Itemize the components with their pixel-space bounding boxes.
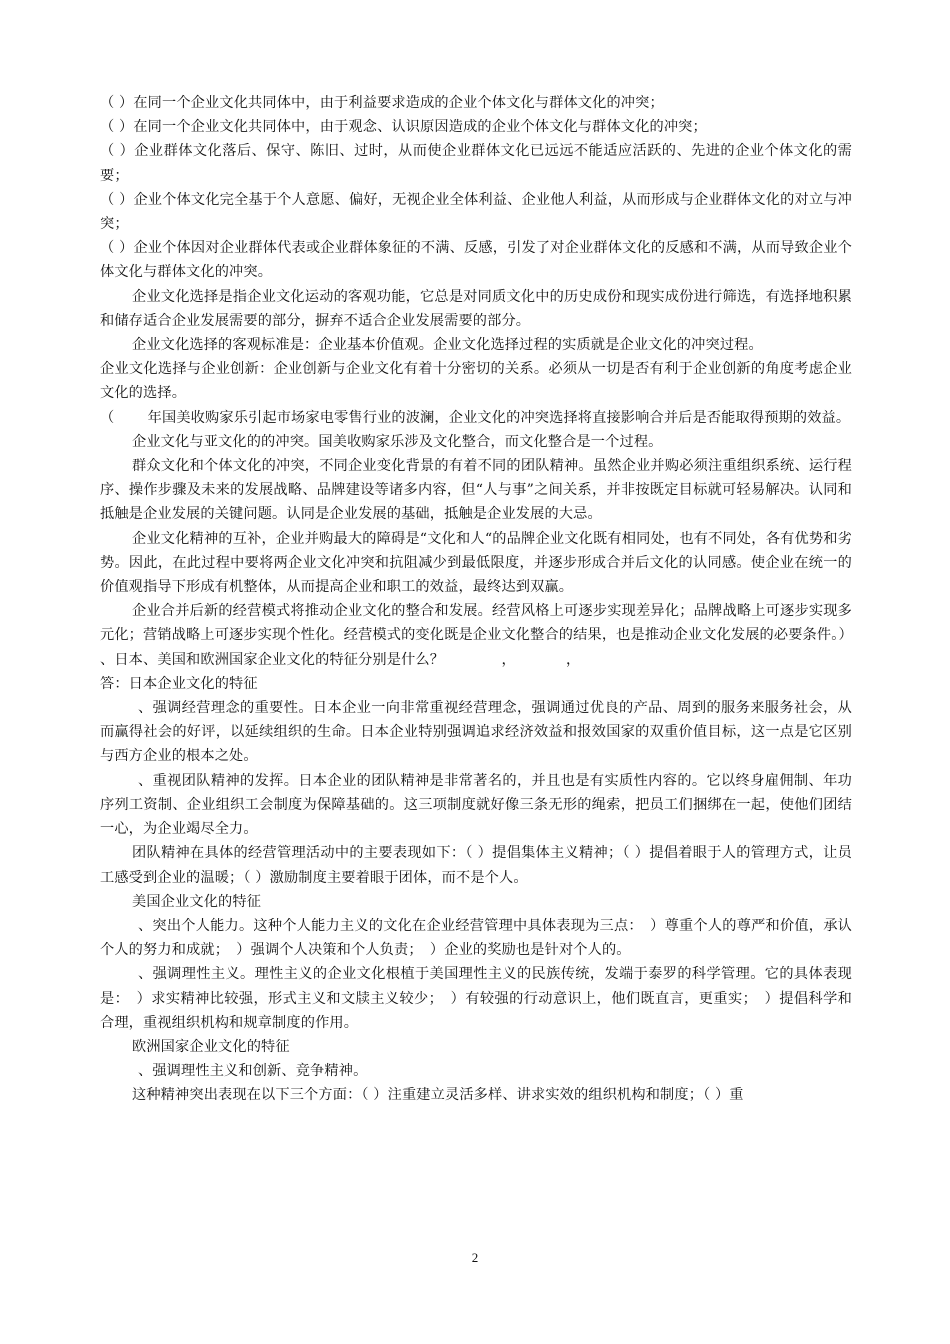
paragraph-1: （ ）在同一个企业文化共同体中，由于利益要求造成的企业个体文化与群体文化的冲突； — [100, 95, 664, 111]
page-number: 2 — [471, 1250, 479, 1265]
paragraph-16: 、强调经营理念的重要性。日本企业一向非常重视经营理念，强调通过优良的产品、周到的服务来服务社会，从而赢得社会的好评，以延续组织的生命。日本企业特别强调追求经济效益和报效国家的双重价值目标，这一点是它区别与西方企业的根本之处。 — [100, 700, 852, 765]
paragraph-13: 企业合并后新的经营模式将推动企业文化的整合和发展。经营风格上可逐步实现差异化；品牌战略上可逐步实现多元化；营销战略上可逐步实现个性化。经营模式的变化既是企业文化整合的结果，也是推动企业文化发展的必要条件。） — [100, 603, 853, 644]
paragraph-23: 、强调理性主义和创新、竞争精神。 — [138, 1063, 368, 1080]
paragraph-10: 企业文化与亚文化的的冲突。国美收购家乐涉及文化整合，而文化整合是一个过程。 — [132, 433, 663, 450]
paragraph-7: 企业文化选择的客观标准是：企业基本价值观。企业文化选择过程的实质就是企业文化的冲突过程。 — [132, 337, 763, 354]
section-heading-usa: 美国企业文化的特征 — [132, 893, 262, 910]
paragraph-6: 企业文化选择是指企业文化运动的客观功能，它总是对同质文化中的历史成份和现实成份进行筛选，有选择地积累和储存适合企业发展需要的部分，摒弃不适合企业发展需要的部分。 — [100, 288, 852, 329]
section-heading-europe: 欧洲国家企业文化的特征 — [132, 1038, 290, 1055]
paragraph-5: （ ）企业个体因对企业群体代表或企业群体象征的不满、反感，引发了对企业群体文化的反感和不满，从而导致企业个体文化与群体文化的冲突。 — [100, 240, 852, 281]
paragraph-24: 这种精神突出表现在以下三个方面：（ ）注重建立灵活多样、讲求实效的组织机构和制度；（ ）重 — [132, 1087, 744, 1104]
paragraph-17: 、重视团队精神的发挥。日本企业的团队精神是非常著名的，并且也是有实质性内容的。它以终身雇佣制、年功序列工资制、企业组织工会制度为保障基础的。这三项制度就好像三条无形的绳索，把员工们捆绑在一起，使他们团结一心，为企业竭尽全力。 — [100, 772, 852, 838]
paragraph-9: （ 年国美收购家乐引起市场家电零售行业的波澜，企业文化的冲突选择将直接影响合并后是否能取得预期的效益。 — [100, 409, 851, 426]
paragraph-4: （ ）企业个体文化完全基于个人意愿、偏好，无视企业全体利益、企业他人利益，从而形成与企业群体文化的对立与冲突； — [100, 191, 852, 233]
question-heading: 、日本、美国和欧洲国家企业文化的特征分别是什么？ ， ， — [100, 651, 581, 668]
paragraph-12: 企业文化精神的互补，企业并购最大的障碍是“文化和人“的品牌企业文化既有相同处，也有不同处，各有优势和劣势。因此，在此过程中要将两企业文化冲突和抗阻减少到最低限度，并逐步形成合并后文化的认同感。使企业在统一的价值观指导下形成有机整体，从而提高企业和职工的效益，最终达到双赢。 — [100, 530, 852, 596]
paragraph-8: 企业文化选择与企业创新：企业创新与企业文化有着十分密切的关系。必须从一切是否有利于企业创新的角度考虑企业文化的选择。 — [100, 361, 852, 402]
paragraph-2: （ ）在同一个企业文化共同体中，由于观念、认识原因造成的企业个体文化与群体文化的冲突； — [100, 119, 707, 136]
document-body — [100, 91, 852, 1108]
paragraph-11: 群众文化和个体文化的冲突，不同企业变化背景的有着不同的团队精神。虽然企业并购必须注重组织系统、运行程序、操作步骤及未来的发展战略、品牌建设等诸多内容，但“人与事”之间关系，并非按既定目标就可轻易解决。认同和抵触是企业发展的关键问题。认同是企业发展的基础，抵触是企业发展的大忌。 — [100, 458, 852, 523]
paragraph-21: 、强调理性主义。理性主义的企业文化根植于美国理性主义的民族传统，发端于泰罗的科学管理。它的具体表现是： ）求实精神比较强，形式主义和文牍主义较少； ）有较强的行动意识上，他们既直言，更重实； ）提倡科学和合理，重视组织机构和规章制度的作用。 — [100, 966, 852, 1031]
paragraph-3: （ ）企业群体文化落后、保守、陈旧、过时，从而使企业群体文化已远远不能适应活跃的、先进的企业个体文化的需要； — [100, 143, 852, 184]
paragraph-20: 、突出个人能力。这种个人能力主义的文化在企业经营管理中具体表现为三点： ）尊重个人的尊严和价值，承认个人的努力和成就； ）强调个人决策和个人负责； ）企业的奖励也是针对个人的。 — [100, 917, 852, 959]
paragraph-18: 团队精神在具体的经营管理活动中的主要表现如下：（ ）提倡集体主义精神；（ ）提倡着眼于人的管理方式，让员工感受到企业的温暖；（ ）激励制度主要着眼于团体，而不是个人。 — [100, 845, 852, 886]
answer-heading: 答：日本企业文化的特征 — [100, 675, 258, 692]
